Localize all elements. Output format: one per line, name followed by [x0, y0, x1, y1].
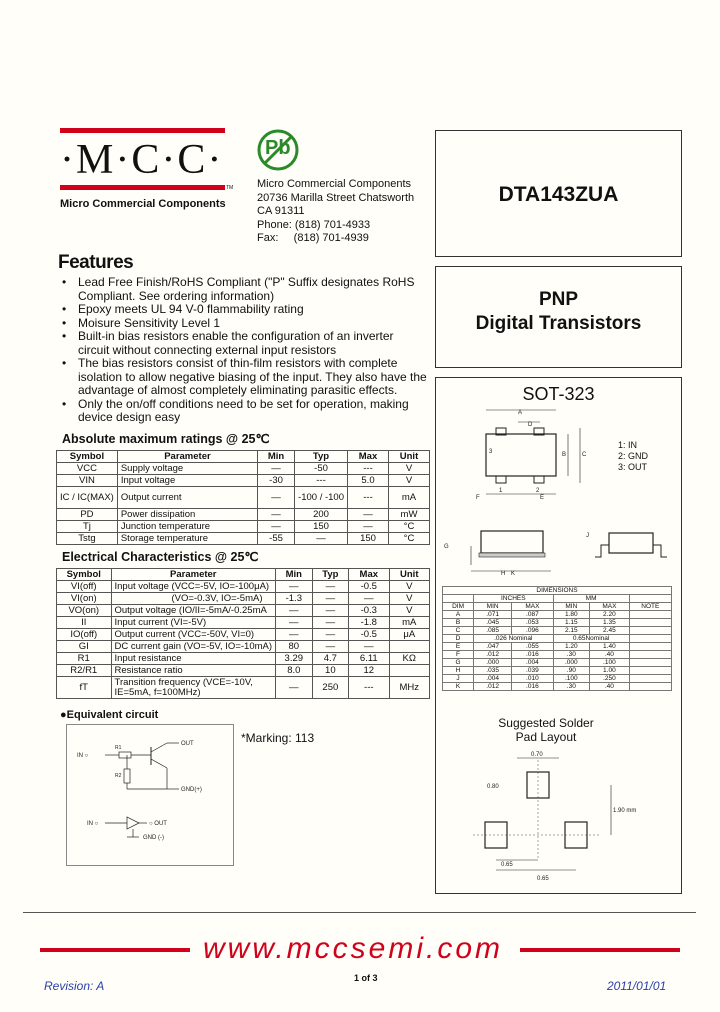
- cell: IC / IC(MAX): [57, 487, 118, 509]
- cell: —: [312, 593, 348, 605]
- col-header: Min: [276, 569, 313, 581]
- pb-free-icon: [256, 128, 300, 172]
- table-row: [443, 635, 672, 643]
- equiv-circuit-diagram: [67, 725, 233, 865]
- cell: Tj: [57, 521, 118, 533]
- cell: -30: [258, 475, 295, 487]
- col-header: Min: [258, 451, 295, 463]
- solder-pad-diagram: [461, 750, 671, 885]
- cell: 150: [348, 533, 389, 545]
- col-header: Unit: [389, 451, 430, 463]
- cell: VCC: [57, 463, 118, 475]
- cell: —: [276, 605, 313, 617]
- cell: mA: [389, 617, 430, 629]
- cell: Junction temperature: [117, 521, 257, 533]
- cell: .047: [474, 643, 512, 651]
- cell: V: [389, 593, 430, 605]
- table-row: [57, 581, 430, 593]
- pin-2: 2: GND: [618, 451, 649, 461]
- cell: F: [443, 651, 474, 659]
- mcc-logo: ·M·C·C·: [60, 137, 224, 183]
- cell: .035: [474, 667, 512, 675]
- cell: II: [57, 617, 112, 629]
- cell: .096: [512, 627, 553, 635]
- cell: 5.0: [348, 475, 389, 487]
- cell: —: [348, 509, 389, 521]
- table-row: [443, 659, 672, 667]
- footer-rule-left: [40, 948, 190, 952]
- cell: 150: [295, 521, 348, 533]
- cell: 10: [312, 665, 348, 677]
- cell: —: [349, 593, 389, 605]
- cell: .90: [553, 667, 590, 675]
- package-box: [435, 377, 682, 894]
- dim-title: DIMENSIONS: [443, 587, 672, 595]
- cell: [629, 667, 671, 675]
- cell: -0.5: [349, 629, 389, 641]
- cell: E: [443, 643, 474, 651]
- cell: .016: [512, 683, 553, 691]
- circuit-label: R2: [115, 773, 122, 779]
- dim-header: MIN: [553, 603, 590, 611]
- cell: —: [258, 521, 295, 533]
- address-company: Micro Commercial Components: [257, 178, 412, 190]
- table-row: [57, 677, 430, 699]
- circuit-label: GND(+): [181, 787, 202, 793]
- cell: ---: [295, 475, 348, 487]
- cell: R1: [57, 653, 112, 665]
- table-row: [57, 509, 430, 521]
- cell: VO(on): [57, 605, 112, 617]
- cell: Input voltage (VCC=-5V, IO=-100μA): [111, 581, 276, 593]
- svg-text:D: D: [528, 422, 533, 428]
- table-row: [443, 643, 672, 651]
- feature-item: • Only the on/off conditions need to be set for operation, making device design easy: [56, 398, 428, 425]
- cell: IO(off): [57, 629, 112, 641]
- table-row: [57, 475, 430, 487]
- svg-text:J: J: [586, 533, 589, 539]
- table-row: [57, 605, 430, 617]
- address-fax: Fax: (818) 701-4939: [257, 232, 369, 244]
- logo-bottom-rule: [60, 185, 225, 190]
- cell: 6.11: [349, 653, 389, 665]
- cell: .012: [474, 651, 512, 659]
- pin-3: 3: OUT: [618, 462, 648, 472]
- cell: 250: [312, 677, 348, 699]
- elec-title: Electrical Characteristics @ 25℃: [62, 550, 259, 564]
- table-row: [57, 487, 430, 509]
- circuit-label: IN ○: [77, 753, 89, 759]
- trademark: TM: [226, 185, 234, 191]
- cell: .045: [474, 619, 512, 627]
- cell: Resistance ratio: [111, 665, 276, 677]
- cell: G: [443, 659, 474, 667]
- cell: 80: [276, 641, 313, 653]
- date: 2011/01/01: [607, 979, 667, 993]
- cell: mA: [389, 487, 430, 509]
- cell: [629, 659, 671, 667]
- cell: —: [276, 629, 313, 641]
- cell: .004: [512, 659, 553, 667]
- cell: Output current (VCC=-50V, VI=0): [111, 629, 276, 641]
- cell: 1.80: [553, 611, 590, 619]
- svg-text:K: K: [511, 571, 516, 577]
- pin-1: 1: IN: [618, 440, 638, 450]
- feature-item: • The bias resistors consist of thin-film resistors with complete isolation to allow negative biasing of the input. They also have the advantage of almost completely eliminating parasitic effects.: [56, 357, 428, 398]
- cell: Power dissipation: [117, 509, 257, 521]
- table-row: [57, 641, 430, 653]
- cell: .053: [512, 619, 553, 627]
- cell: 8.0: [276, 665, 313, 677]
- cell: R2/R1: [57, 665, 112, 677]
- table-row: [57, 665, 430, 677]
- cell: —: [349, 641, 389, 653]
- package-name: SOT-323: [522, 384, 595, 404]
- table-row: [443, 667, 672, 675]
- svg-text:2: 2: [536, 488, 540, 494]
- dim-header: MAX: [512, 603, 553, 611]
- cell: VI(on): [57, 593, 112, 605]
- cell: .000: [474, 659, 512, 667]
- cell: .087: [512, 611, 553, 619]
- pad-dim-label: 0.70: [531, 752, 543, 758]
- footer-divider: [23, 912, 696, 913]
- elec-table: [56, 568, 430, 699]
- cell: .012: [474, 683, 512, 691]
- cell: 2.45: [590, 627, 630, 635]
- cell: J: [443, 675, 474, 683]
- features-title: Features: [58, 252, 134, 273]
- pad-dim-label: 0.80: [487, 784, 499, 790]
- cell: 1.40: [590, 643, 630, 651]
- revision: Revision: A: [44, 979, 105, 993]
- cell: C: [443, 627, 474, 635]
- pad-dim-label: 0.65: [537, 876, 549, 882]
- abs-max-table: [56, 450, 430, 545]
- table-header-row: [57, 451, 430, 463]
- cell: Input current (VI=-5V): [111, 617, 276, 629]
- cell: Supply voltage: [117, 463, 257, 475]
- cell: —: [312, 629, 348, 641]
- cell: fT: [57, 677, 112, 699]
- pad-dim-label: 0.65: [501, 862, 513, 868]
- cell: °C: [389, 521, 430, 533]
- svg-text:F: F: [476, 495, 480, 501]
- cell: [389, 641, 430, 653]
- svg-text:3: 3: [489, 449, 493, 455]
- dim-header: MAX: [590, 603, 630, 611]
- cell: Tstg: [57, 533, 118, 545]
- footer-rule-right: [520, 948, 680, 952]
- dimension-table: [442, 586, 672, 691]
- pin-list: [618, 440, 648, 473]
- package-side-view: [441, 523, 676, 578]
- marking-text: *Marking: 113: [241, 731, 315, 745]
- cell: VI(off): [57, 581, 112, 593]
- address-city: CA 91311: [257, 205, 305, 217]
- table-row: [443, 627, 672, 635]
- equiv-circuit-title: ●Equivalent circuit: [60, 709, 159, 721]
- svg-text:A: A: [518, 410, 523, 416]
- dim-header: MIN: [474, 603, 512, 611]
- cell: ---: [349, 677, 389, 699]
- table-row: [443, 611, 672, 619]
- feature-item: • Epoxy meets UL 94 V-0 flammability rating: [56, 303, 428, 317]
- table-row: [443, 619, 672, 627]
- cell: MHz: [389, 677, 430, 699]
- cell: [389, 665, 430, 677]
- product-type-line2: Digital Transistors: [475, 313, 642, 334]
- cell: .30: [553, 683, 590, 691]
- cell: .085: [474, 627, 512, 635]
- cell: .071: [474, 611, 512, 619]
- col-header: Symbol: [57, 569, 112, 581]
- col-header: Parameter: [111, 569, 276, 581]
- website-url[interactable]: www.mccsemi.com: [203, 932, 504, 965]
- col-header: Max: [348, 451, 389, 463]
- col-header: Max: [349, 569, 389, 581]
- circuit-label: OUT: [181, 741, 194, 747]
- cell: DC current gain (VO=-5V, IO=-10mA): [111, 641, 276, 653]
- cell: —: [276, 617, 313, 629]
- cell: —: [295, 533, 348, 545]
- cell: —: [312, 617, 348, 629]
- cell: V: [389, 463, 430, 475]
- features-list: [56, 276, 428, 425]
- pad-dim-label: 1.90 mm: [613, 808, 637, 814]
- cell: KΩ: [389, 653, 430, 665]
- cell: —: [276, 677, 313, 699]
- table-row: [57, 617, 430, 629]
- cell: —: [258, 509, 295, 521]
- col-header: Unit: [389, 569, 430, 581]
- table-row: [57, 521, 430, 533]
- cell: A: [443, 611, 474, 619]
- svg-text:H: H: [501, 571, 506, 577]
- svg-text:C: C: [582, 452, 587, 458]
- col-header: Parameter: [117, 451, 257, 463]
- dim-header: NOTE: [629, 603, 671, 611]
- cell: V: [389, 475, 430, 487]
- table-row: [57, 629, 430, 641]
- cell: [629, 619, 671, 627]
- part-number-box: [435, 130, 682, 257]
- address-phone: Phone: (818) 701-4933: [257, 218, 371, 231]
- cell: —: [276, 581, 313, 593]
- cell: -55: [258, 533, 295, 545]
- cell: GI: [57, 641, 112, 653]
- feature-item: • Lead Free Finish/RoHS Compliant ("P" Suffix designates RoHS Compliant. See ordering information): [56, 276, 428, 303]
- circuit-label: R1: [115, 745, 122, 751]
- cell: 200: [295, 509, 348, 521]
- feature-item: • Moisure Sensitivity Level 1: [56, 317, 428, 331]
- company-address: [257, 178, 414, 246]
- cell: [629, 627, 671, 635]
- cell: .055: [512, 643, 553, 651]
- cell: -0.5: [349, 581, 389, 593]
- product-type-line1: PNP: [538, 289, 579, 310]
- circuit-label: GND (-): [143, 835, 164, 841]
- cell: .30: [553, 651, 590, 659]
- svg-text:G: G: [444, 544, 449, 550]
- cell: [629, 635, 671, 643]
- cell: —: [312, 641, 348, 653]
- cell: [629, 675, 671, 683]
- cell: μA: [389, 629, 430, 641]
- col-header: Typ: [312, 569, 348, 581]
- cell: 4.7: [312, 653, 348, 665]
- cell: ---: [348, 463, 389, 475]
- cell: 3.29: [276, 653, 313, 665]
- cell: -50: [295, 463, 348, 475]
- svg-text:1: 1: [499, 488, 503, 494]
- cell: .004: [474, 675, 512, 683]
- page-number: 1 of 3: [354, 973, 378, 983]
- cell: B: [443, 619, 474, 627]
- circuit-label: IN ○: [87, 821, 99, 827]
- table-row: [57, 533, 430, 545]
- table-row: [443, 651, 672, 659]
- cell: .100: [590, 659, 630, 667]
- cell: .039: [512, 667, 553, 675]
- dim-unit-inches: INCHES: [474, 595, 553, 603]
- cell: [629, 683, 671, 691]
- product-type-box: [435, 266, 682, 368]
- cell: D: [443, 635, 474, 643]
- table-row: [443, 683, 672, 691]
- col-header: Typ: [295, 451, 348, 463]
- equiv-circuit-box: [66, 724, 234, 866]
- cell: -1.3: [276, 593, 313, 605]
- cell: K: [443, 683, 474, 691]
- table-row: [57, 463, 430, 475]
- svg-text:B: B: [562, 452, 567, 458]
- cell: .40: [590, 683, 630, 691]
- cell: —: [348, 521, 389, 533]
- solder-layout-title: Suggested Solder Pad Layout: [498, 716, 594, 744]
- logo-top-rule: [60, 128, 225, 133]
- cell: .250: [590, 675, 630, 683]
- table-row: [57, 653, 430, 665]
- cell: Storage temperature: [117, 533, 257, 545]
- cell: -0.3: [349, 605, 389, 617]
- cell: 0.65Nominal: [553, 635, 629, 643]
- cell: 1.20: [553, 643, 590, 651]
- cell: —: [312, 605, 348, 617]
- table-row: [57, 593, 430, 605]
- cell: -100 / -100: [295, 487, 348, 509]
- dim-unit-mm: MM: [553, 595, 629, 603]
- table-row: [443, 675, 672, 683]
- cell: [629, 643, 671, 651]
- col-header: Symbol: [57, 451, 118, 463]
- cell: —: [258, 487, 295, 509]
- cell: 1.15: [553, 619, 590, 627]
- cell: 2.20: [590, 611, 630, 619]
- cell: .010: [512, 675, 553, 683]
- table-header-row: [57, 569, 430, 581]
- cell: —: [258, 463, 295, 475]
- cell: V: [389, 581, 430, 593]
- cell: V: [389, 605, 430, 617]
- cell: VIN: [57, 475, 118, 487]
- cell: -1.8: [349, 617, 389, 629]
- cell: [629, 651, 671, 659]
- cell: .016: [512, 651, 553, 659]
- cell: 2.15: [553, 627, 590, 635]
- cell: .026 Nominal: [474, 635, 553, 643]
- feature-item: • Built-in bias resistors enable the configuration of an inverter circuit without connecting external input resistors: [56, 330, 428, 357]
- cell: PD: [57, 509, 118, 521]
- cell: mW: [389, 509, 430, 521]
- cell: Output voltage (IO/II=-5mA/-0.25mA: [111, 605, 276, 617]
- package-top-view: [456, 406, 636, 501]
- cell: Transition frequency (VCE=-10V, IE=5mA, f=100MHz): [111, 677, 276, 699]
- cell: 12: [349, 665, 389, 677]
- part-number: DTA143ZUA: [498, 183, 619, 206]
- circuit-label: ○ OUT: [149, 821, 167, 827]
- cell: .000: [553, 659, 590, 667]
- cell: ---: [348, 487, 389, 509]
- cell: °C: [389, 533, 430, 545]
- svg-text:E: E: [540, 495, 545, 501]
- cell: 1.35: [590, 619, 630, 627]
- cell: Input voltage: [117, 475, 257, 487]
- pb-label: Pb: [265, 137, 291, 159]
- cell: —: [312, 581, 348, 593]
- cell: Input resistance: [111, 653, 276, 665]
- cell: [629, 611, 671, 619]
- cell: (VO=-0.3V, IO=-5mA): [111, 593, 276, 605]
- cell: 1.00: [590, 667, 630, 675]
- cell: .100: [553, 675, 590, 683]
- cell: H: [443, 667, 474, 675]
- dim-header: DIM: [443, 603, 474, 611]
- cell: Output current: [117, 487, 257, 509]
- abs-max-title: Absolute maximum ratings @ 25℃: [62, 432, 270, 446]
- address-street: 20736 Marilla Street Chatsworth: [257, 191, 415, 204]
- brand-name: Micro Commercial Components: [60, 198, 226, 210]
- cell: .40: [590, 651, 630, 659]
